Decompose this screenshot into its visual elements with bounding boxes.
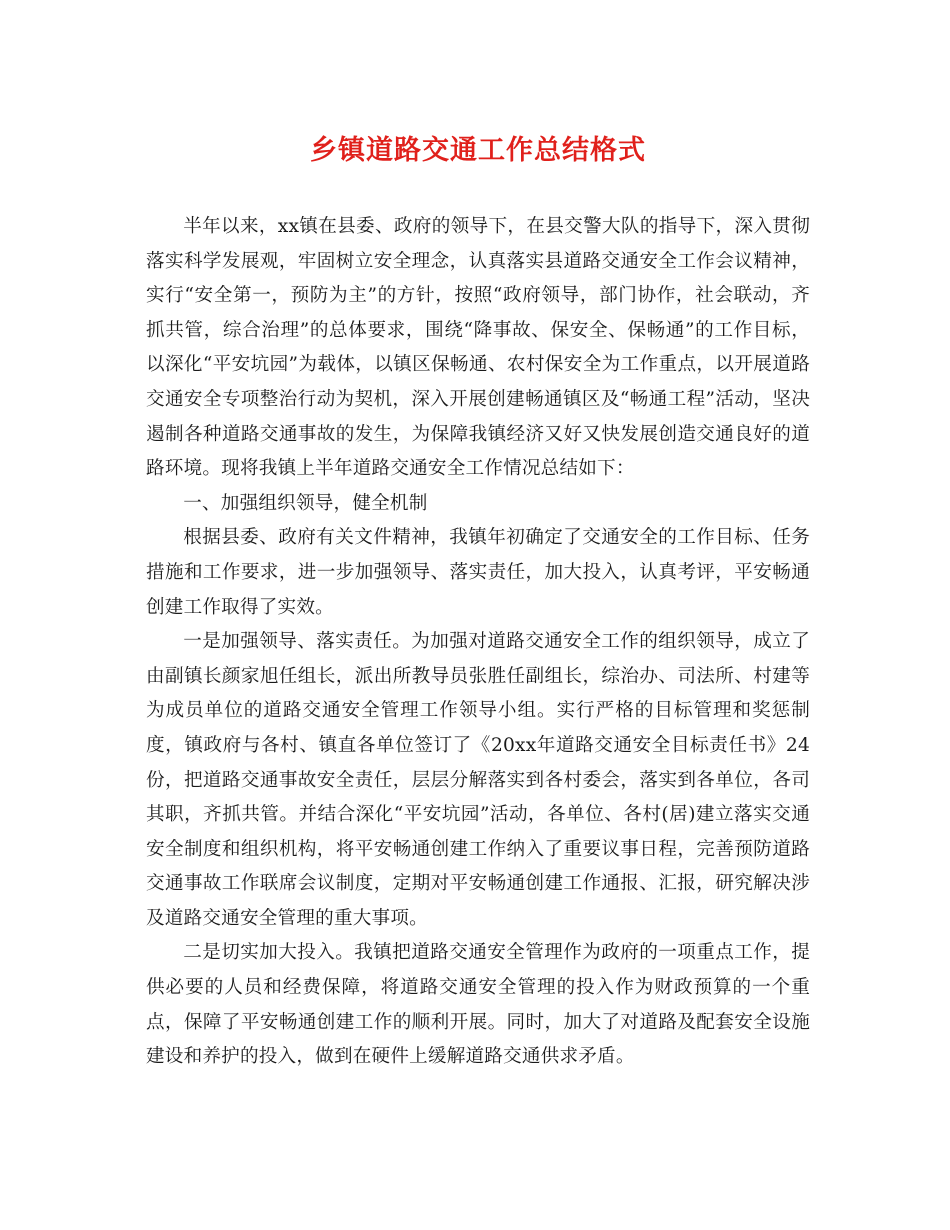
paragraph-intro: 半年以来，xx镇在县委、政府的领导下，在县交警大队的指导下，深入贯彻落实科学发展观，牢固树立安全理念，认真落实县道路交通安全工作会议精神，实行“安全第一，预防为主”的方针，按照“政府领导，部门协作，社会联动，齐抓共管，综合治理”的总体要求，围绕“降事故、保安全、保畅通”的工作目标，以深化“平安坑园”为载体，以镇区保畅通、农村保安全为工作重点，以开展道路交通安全专项整治行动为契机，深入开展创建畅通镇区及“畅通工程”活动，坚决遏制各种道路交通事故的发生，为保障我镇经济又好又快发展创造交通良好的道路环境。现将我镇上半年道路交通安全工作情况总结如下：	[146, 216, 810, 480]
paragraph-leadership: 一是加强领导、落实责任。为加强对道路交通安全工作的组织领导，成立了由副镇长颜家旭任组长，派出所教导员张胜任副组长，综治办、司法所、村建等为成员单位的道路交通安全管理工作领导小组。实行严格的目标管理和奖惩制度，镇政府与各村、镇直各单位签订了《20xx年道路交通安全目标责任书》24份，把道路交通事故安全责任，层层分解落实到各村委会，落实到各单位，各司其职，齐抓共管。并结合深化“平安坑园”活动，各单位、各村(居)建立落实交通安全制度和组织机构，将平安畅通创建工作纳入了重要议事日程，完善预防道路交通事故工作联席会议制度，定期对平安畅通创建工作通报、汇报，研究解决涉及道路交通安全管理的重大事项。	[146, 631, 810, 929]
paragraph-investment: 二是切实加大投入。我镇把道路交通安全管理作为政府的一项重点工作，提供必要的人员和经费保障，将道路交通安全管理的投入作为财政预算的一个重点，保障了平安畅通创建工作的顺利开展。同时，加大了对道路及配套安全设施建设和养护的投入，做到在硬件上缓解道路交通供求矛盾。	[146, 942, 810, 1068]
document-page	[146, 128, 810, 1075]
document-title: 乡镇道路交通工作总结格式	[310, 135, 646, 166]
document-body	[146, 210, 810, 1075]
section-heading-1: 一、加强组织领导，健全机制	[183, 492, 428, 514]
paragraph-section-1-overview: 根据县委、政府有关文件精神，我镇年初确定了交通安全的工作目标、任务措施和工作要求，进一步加强领导、落实责任，加大投入，认真考评，平安畅通创建工作取得了实效。	[146, 527, 810, 618]
